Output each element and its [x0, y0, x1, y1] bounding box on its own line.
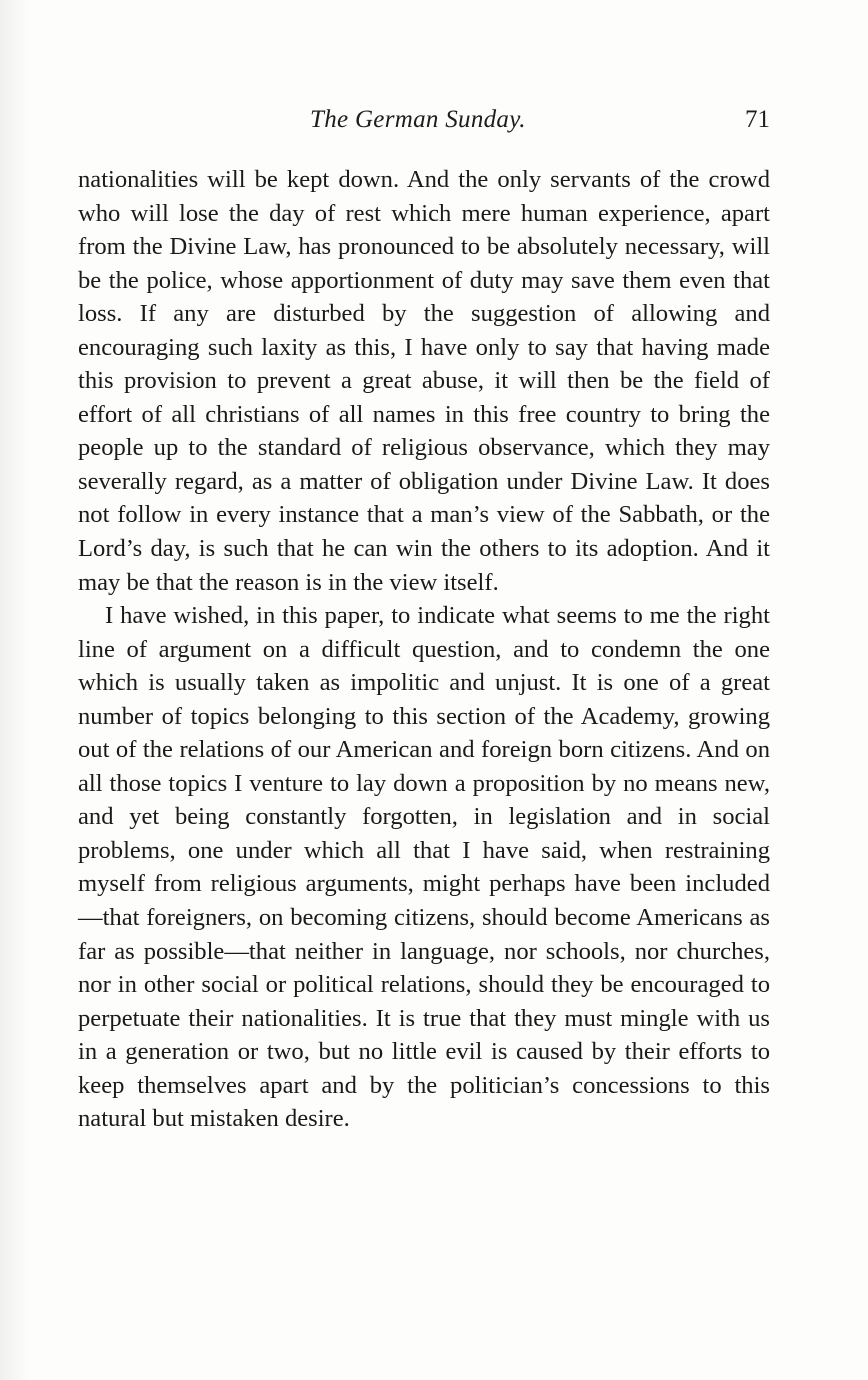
body-text — [78, 163, 770, 1136]
paragraph-continued: nationalities will be kept down. And the only servants of the crowd who will lose the day of rest which mere human experience, apart from the Divine Law, has pronounced to be absolutely necessary, will be the police, whose apportionment of duty may save them even that loss. If any are disturbed by the suggestion of allowing and encouraging such laxity as this, I have only to say that having made this provision to prevent a great abuse, it will then be the field of effort of all christians of all names in this free country to bring the people up to the standard of religious observance, which they may severally regard, as a matter of obligation under Divine Law. It does not follow in every instance that a man’s view of the Sabbath, or the Lord’s day, is such that he can win the others to its adoption. And it may be that the reason is in the view itself. — [78, 166, 770, 596]
page-edge-shadow — [0, 0, 30, 1380]
page-header — [78, 102, 770, 138]
paragraph: I have wished, in this paper, to indicate what seems to me the right line of argument on a difficult question, and to condemn the one which is usually taken as impolitic and unjust. It is one of a great number of topics belonging to this section of the Academy, growing out of the relations of our American and foreign born citizens. And on all those topics I venture to lay down a proposition by no means new, and yet being constantly forgotten, in legislation and in social problems, one under which all that I have said, when restraining myself from religious arguments, might perhaps have been included—that foreigners, on becoming citizens, should become Americans as far as possible—that neither in language, nor schools, nor churches, nor in other social or political relations, should they be encouraged to perpetuate their nationalities. It is true that they must mingle with us in a generation or two, but no little evil is caused by their efforts to keep themselves apart and by the politician’s concessions to this natural but mistaken desire. — [78, 602, 770, 1133]
page-number: 71 — [745, 106, 770, 133]
running-title: The German Sunday. — [310, 106, 526, 133]
